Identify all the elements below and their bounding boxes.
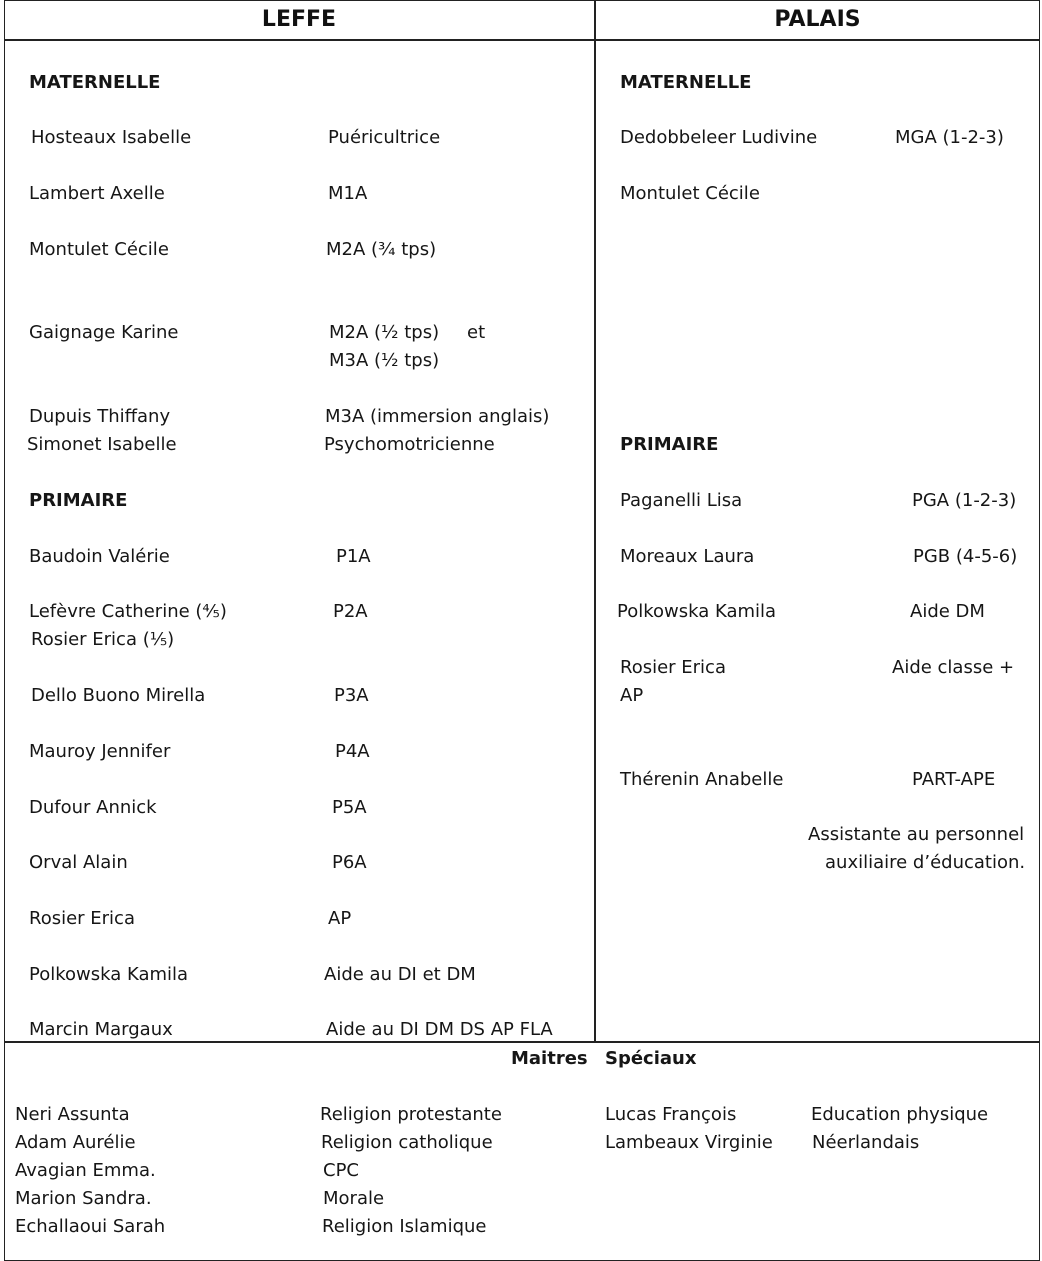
leffe-prim-name-7: Rosier Erica xyxy=(29,908,135,929)
leffe-mat-name-1: Hosteaux Isabelle xyxy=(31,127,192,148)
leffe-prim-name-2-line2: Rosier Erica (⅕) xyxy=(31,629,175,650)
specials-right-subject-2: Néerlandais xyxy=(812,1132,920,1153)
leffe-prim-role-1: P1A xyxy=(336,546,371,567)
leffe-mat-name-6: Simonet Isabelle xyxy=(27,434,177,455)
specials-left-name-3: Avagian Emma. xyxy=(15,1160,156,1181)
palais-primaire-title: PRIMAIRE xyxy=(620,434,719,455)
palais-prim-name-3: Polkowska Kamila xyxy=(617,601,777,622)
leffe-prim-name-9: Marcin Margaux xyxy=(29,1019,173,1040)
leffe-mat-role-4-line2: M3A (½ tps) xyxy=(329,350,440,371)
specials-right-name-2: Lambeaux Virginie xyxy=(605,1132,773,1153)
leffe-mat-role-6: Psychomotricienne xyxy=(324,434,495,455)
leffe-prim-role-4: P4A xyxy=(335,741,370,762)
palais-prim-name-1: Paganelli Lisa xyxy=(620,490,743,511)
palais-prim-role-5: PART-APE xyxy=(912,769,996,790)
palais-note-line2: auxiliaire d’éducation. xyxy=(825,852,1026,873)
specials-right-name-1: Lucas François xyxy=(605,1104,737,1125)
leffe-prim-role-8: Aide au DI et DM xyxy=(324,964,476,985)
leffe-prim-name-3: Dello Buono Mirella xyxy=(31,685,206,706)
leffe-prim-role-5: P5A xyxy=(332,797,367,818)
leffe-maternelle-title: MATERNELLE xyxy=(29,72,161,93)
leffe-primaire-title: PRIMAIRE xyxy=(29,490,128,511)
leffe-mat-role-5: M3A (immersion anglais) xyxy=(325,406,550,427)
palais-mat-role-1: MGA (1-2-3) xyxy=(895,127,1004,148)
leffe-prim-name-6: Orval Alain xyxy=(29,852,128,873)
specials-left-name-5: Echallaoui Sarah xyxy=(15,1216,166,1237)
leffe-mat-name-3: Montulet Cécile xyxy=(29,239,169,260)
palais-prim-role-4: Aide classe + xyxy=(892,657,1015,678)
leffe-prim-name-1: Baudoin Valérie xyxy=(29,546,170,567)
leffe-mat-name-2: Lambert Axelle xyxy=(29,183,165,204)
leffe-prim-role-3: P3A xyxy=(334,685,369,706)
leffe-prim-role-6: P6A xyxy=(332,852,367,873)
specials-left-subject-4: Morale xyxy=(323,1188,385,1209)
leffe-mat-role-2: M1A xyxy=(328,183,368,204)
palais-prim-name-2: Moreaux Laura xyxy=(620,546,755,567)
palais-prim-role-2: PGB (4-5-6) xyxy=(913,546,1018,567)
leffe-mat-role-4-suffix: et xyxy=(467,322,486,343)
column-divider xyxy=(594,0,596,1042)
palais-note-line1: Assistante au personnel xyxy=(808,824,1025,845)
leffe-prim-role-7: AP xyxy=(328,908,352,929)
specials-left-subject-5: Religion Islamique xyxy=(322,1216,487,1237)
specials-right-subject-1: Education physique xyxy=(811,1104,989,1125)
specials-left-name-2: Adam Aurélie xyxy=(15,1132,136,1153)
palais-maternelle-title: MATERNELLE xyxy=(620,72,752,93)
palais-prim-name-5: Thérenin Anabelle xyxy=(620,769,784,790)
header-leffe: LEFFE xyxy=(261,7,337,32)
leffe-mat-role-3: M2A (¾ tps) xyxy=(326,239,437,260)
specials-left-subject-1: Religion protestante xyxy=(320,1104,502,1125)
specials-left-subject-2: Religion catholique xyxy=(321,1132,493,1153)
palais-prim-name-4: Rosier Erica xyxy=(620,657,726,678)
specials-left-name-4: Marion Sandra. xyxy=(15,1188,152,1209)
specials-left-subject-3: CPC xyxy=(323,1160,359,1181)
leffe-prim-name-8: Polkowska Kamila xyxy=(29,964,189,985)
palais-mat-name-1: Dedobbeleer Ludivine xyxy=(620,127,818,148)
leffe-prim-role-9: Aide au DI DM DS AP FLA xyxy=(326,1019,553,1040)
leffe-mat-role-4: M2A (½ tps) xyxy=(329,322,440,343)
palais-prim-role-1: PGA (1-2-3) xyxy=(912,490,1017,511)
specials-title-word2: Spéciaux xyxy=(605,1048,697,1069)
leffe-mat-name-4: Gaignage Karine xyxy=(29,322,179,343)
leffe-prim-role-2: P2A xyxy=(333,601,368,622)
leffe-prim-name-4: Mauroy Jennifer xyxy=(29,741,171,762)
leffe-prim-name-5: Dufour Annick xyxy=(29,797,157,818)
leffe-prim-name-2: Lefèvre Catherine (⅘) xyxy=(29,601,227,622)
palais-mat-name-2: Montulet Cécile xyxy=(620,183,760,204)
palais-prim-role-3: Aide DM xyxy=(910,601,985,622)
specials-left-name-1: Neri Assunta xyxy=(15,1104,130,1125)
palais-prim-name-4-line2: AP xyxy=(620,685,644,706)
header-palais: PALAIS xyxy=(774,7,861,32)
leffe-mat-name-5: Dupuis Thiffany xyxy=(29,406,171,427)
specials-title-word1: Maitres xyxy=(511,1048,588,1069)
specials-divider xyxy=(4,1041,1040,1043)
leffe-mat-role-1: Puéricultrice xyxy=(328,127,441,148)
